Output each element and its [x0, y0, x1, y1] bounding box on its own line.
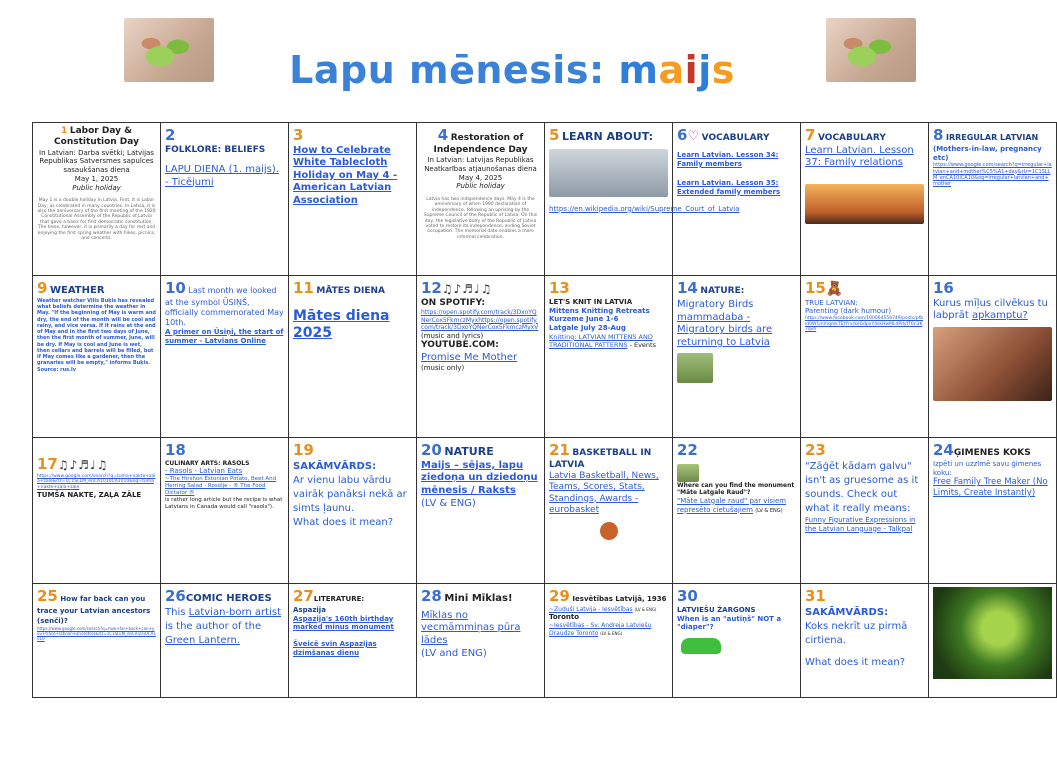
link-zudusi-latvija[interactable]: ~Zuduśi Latvija - Iesvētības: [549, 605, 633, 613]
day-cell-13: 13 LET'S KNIT IN LATVIA Mittens Knitting Retreats Kurzeme June 1-6 Latgale July 28-Aug Knitting: LATVIAN MITTENS AND TRADITIONAL PATTERNS - Events: [545, 276, 673, 438]
day-cell-22: 22 Where can you find the monument "Māte Latgale Raud"? "Māte Latgale raud" par visiem represēto cietušajiem (LV & ENG): [673, 438, 801, 584]
day-cell-16: 16 Kurus mīļus cilvēkus tu labprāt apkamptu?: [929, 276, 1057, 438]
link-lesson-35[interactable]: Learn Latvian. Lesson 35: Extended family members: [677, 178, 781, 196]
heart-icon: ♡: [687, 129, 700, 144]
day-cell-6: 6♡ VOCABULARY Learn Latvian. Lesson 34: Family members Learn Latvian. Lesson 35: Extended family members: [673, 123, 801, 276]
day-cell-20: 20 NATURE Maijs – sējas, lapu ziedoņa un dziedoņu mēnesis / Raksts (LV & ENG): [417, 438, 545, 584]
day-cell-7: 7 VOCABULARY Learn Latvian. Lesson 37: Family relations: [801, 123, 929, 276]
family-sunset-image: [805, 184, 924, 224]
link-knitting-patterns[interactable]: Knitting: LATVIAN MITTENS AND TRADITIONAL PATTERNS: [549, 332, 653, 349]
music-notes-icon: ♫♪♬♩♫: [441, 282, 493, 296]
link-sv-andreja[interactable]: ~Iesvētības - Sv. Andreja Latviešu Draudze Toronto: [549, 622, 652, 637]
day-cell-9: 9 WEATHER Weather watcher Vilis Buķis has revealed what beliefs determine the weather in May. "If the beginning of May is warm and dry, the end of the month will be cool and rainy, and vice versa. If it rains at the end of May and in the first two days of June, then the first month of summer, June, will be dry. If May is cool and June is wet, then cellars and barrels will be filled, but if May comes like a gardener, then the granaries will be empty," informs Buķis. Source: rus.lv: [33, 276, 161, 438]
link-mate-latgale[interactable]: "Māte Latgale raud" par visiem represēto cietušajiem: [677, 496, 787, 514]
day-cell-31: 31 SAKĀMVĀRDS: Koks nekrīt uz pirmā cirtiena. What does it mean?: [801, 584, 929, 698]
link-usini-primer[interactable]: A primer on Ūsiņi, the start of summer - Latvians Online: [165, 327, 284, 345]
link-apkamptu[interactable]: apkamptu?: [971, 310, 1028, 322]
day-cell-12: 12♫♪♬♩♫ ON SPOTIFY: https://open.spotify.com/track/3DxoYQNerCox5FkmczMyxhttps://open.spotify.com/track/3DxoYQNerCox5FkmczMyxV (music and lyrics) YOUTUBE.COM: Promise Me Mother (music only): [417, 276, 545, 438]
basketball-icon: [600, 522, 618, 540]
page-title: Lapu mēnesis: maijs: [289, 48, 735, 92]
day-cell-25: 25 How far back can you trace your Latvian ancestors (senči)? https://www.google.com/search?q=how+far+back+can+you+trace+latvian+ancestors&rlz=1C1SLLM_enCA1010CA1010: [33, 584, 161, 698]
link-irregular-latvian[interactable]: https://www.google.com/search?q=irregular+latvian+and+mother%C5%A1+day&rlz=1C1SLLM_enCA10ICA10&oq=irregular+latvian+and+mother: [933, 162, 1052, 187]
day-cell-photo: [929, 584, 1057, 698]
day-cell-26: 26COMIC HEROES This Latvian-born artist is the author of the Green Lantern.: [161, 584, 289, 698]
day-cell-1: 1 Labor Day & Constitution Day In Latvian: Darba svētki; Latvijas Republikas Satversmes sapulces sasaukšanas diena May 1, 2025 Public holiday May 1 is a double holiday in Latvia. First, it is Labor Day, as celebrated in many countries. In Latvia, it is also the anniversary of the first meeting of the 1920 Constitutional Assembly of the Republic of Latvia that gave a basis for first democratic constitution. The trees, however, it is primarily a day for rest and enjoying the first spring weather with hikes, picnics, and concerts.: [33, 123, 161, 276]
day-cell-2: 2 FOLKLORE: BELIEFS LAPU DIENA (1. maijs). - Ticējumi: [161, 123, 289, 276]
link-lesson-37[interactable]: Learn Latvian. Lesson 37: Family relations: [805, 144, 914, 169]
link-eurobasket[interactable]: Latvia Basketball, News, Teams, Scores, Stats, Standings, Awards - eurobasket: [549, 471, 659, 515]
day-cell-5: 5 LEARN ABOUT: https://en.wikipedia.org/wiki/Supreme_Court_of_Latvia: [545, 123, 673, 276]
link-rasols-latvian-eats[interactable]: - Rasols - Latvian Eats: [165, 467, 243, 476]
link-aspazija-sveice[interactable]: Šveicē svin Aspazijas dzimšanas dienu: [293, 640, 377, 657]
day-cell-14: 14 NATURE: Migratory Birds mammadaba - Migratory birds are returning to Latvia: [673, 276, 801, 438]
day-cell-8: 8 IRREGULAR LATVIAN (Mothers-in-law, pregnancy etc) https://www.google.com/search?q=irregular+latvian+and+mother%C5%A1+day&rlz=1C1SLLM_enCA10ICA10&oq=irregular+latvian+and+mother: [929, 123, 1057, 276]
link-lesson-34[interactable]: Learn Latvian. Lesson 34: Family members: [677, 151, 779, 168]
bear-icon: 🧸: [825, 281, 844, 297]
link-rosolje[interactable]: ~The Hirshon Estonian Potato, Beet And Herring Salad - Rosolje - ® The Food Dictator ®: [165, 476, 277, 496]
day-cell-21: 21 BASKETBALL IN LATVIA Latvia Basketball, News, Teams, Scores, Stats, Standings, Awards - eurobasket: [545, 438, 673, 584]
day-cell-30: 30 LATVIEŠU ŽARGONS When is an "autiņš" NOT a "diaper"?: [673, 584, 801, 698]
day-cell-28: 28 Mini Mīklas! Mīklas no vecmāmmiņas pūra lādes (LV and ENG): [417, 584, 545, 698]
hug-photo: [933, 327, 1052, 401]
link-true-latvian[interactable]: https://www.facebook.com/100064556749/posts/pfbid0W1mmqmkTEtYrvrkeGdpvY4skHwMLdPdyfT6n3K7qvh: [805, 316, 924, 333]
day-cell-11: 11 MĀTES DIENA Mātes diena 2025: [289, 276, 417, 438]
day-cell-4: 4 Restoration of Independence Day In Latvian: Latvijas Republikas Neatkarības atjaunošanas diena May 4, 2025 Public holiday Latvia has two independence days. May 4 is the anniversary of when 1990 declaration of independence, following an uprising by the Supreme Council of the Republic of Latvia. On this day, the legislative body of the Republic of Latvia voted to restore its independence, ending Soviet occupation. The memorial date enables a more informal celebration.: [417, 123, 545, 276]
link-supreme-court[interactable]: https://en.wikipedia.org/wiki/Supreme_Court_of_Latvia: [549, 204, 740, 213]
link-green-lantern[interactable]: Green Lantern.: [165, 634, 241, 646]
car-icon: [681, 638, 721, 654]
link-latvian-born-artist[interactable]: Latvian-born artist: [188, 606, 282, 618]
day-cell-19: 19 SAKĀMVĀRDS: Ar vienu labu vārdu vairāk panāksi nekā ar simts ļaunu. What does it mean?: [289, 438, 417, 584]
link-mates-diena[interactable]: Mātes diena 2025: [293, 307, 390, 342]
link-tumsa-nakte[interactable]: https://www.google.com/search?q=tuma+nakte+zala+zale&rlz=1C1SLLM_enCA1010CA1010&oq=tuma+nakte+zala+zale: [37, 473, 156, 490]
link-talkpal[interactable]: Funny Figurative Expressions in the Latvian Language - Talkpal: [805, 515, 916, 533]
link-promise-me-mother[interactable]: Promise Me Mother: [421, 351, 518, 363]
link-family-tree-maker[interactable]: Free Family Tree Maker (No Limits, Create Instantly): [933, 477, 1048, 498]
day-cell-15: 15🧸 TRUE LATVIAN: Parenting (dark humour) https://www.facebook.com/100064556749/posts/pfbid0W1mmqmkTEtYrvrkeGdpvY4skHwMLdPdyfT6n3K7qvh: [801, 276, 929, 438]
link-miklas[interactable]: Mīklas no vecmāmmiņas pūra lādes: [421, 609, 521, 646]
supreme-court-building-image: [549, 149, 668, 197]
link-ancestors[interactable]: https://www.google.com/search?q=how+far+back+can+you+trace+latvian+ancestors&rlz=1C1SLLM_enCA1010CA1010: [37, 625, 156, 641]
day-cell-17: 17♫♪♬♩♫ https://www.google.com/search?q=tuma+nakte+zala+zale&rlz=1C1SLLM_enCA1010CA1010&oq=tuma+nakte+zala+zale TUMŠA NAKTE, ZAĻA ZĀLE: [33, 438, 161, 584]
bird-image: [677, 353, 713, 383]
link-lapu-diena[interactable]: LAPU DIENA (1. maijs). - Ticējumi: [165, 164, 279, 188]
green-buds-photo: [933, 587, 1052, 679]
calendar-grid: [32, 122, 1057, 698]
monument-image: [677, 464, 699, 482]
day-cell-10: 10 Last month we looked at the symbol ŪSIŅŠ, officially commemorated May 10th. A primer on Ūsiņi, the start of summer - Latvians Online: [161, 276, 289, 438]
link-migratory-birds[interactable]: mammadaba - Migratory birds are returning to Latvia: [677, 311, 773, 348]
music-notes-icon: ♫♪♬♩♫: [57, 458, 109, 472]
day-cell-27: 27LITERATURE: Aspazija Aspazija's 160th birthday marked minus monument Šveicē svin Aspazijas dzimšanas dienu: [289, 584, 417, 698]
day-cell-3: 3 How to Celebrate White Tablecloth Holiday on May 4 - American Latvian Association: [289, 123, 417, 276]
link-white-tablecloth[interactable]: How to Celebrate White Tablecloth Holiday on May 4 - American Latvian Association: [293, 144, 398, 206]
link-aspazija-160[interactable]: Aspazija's 160th birthday marked minus monument: [293, 614, 394, 632]
day-cell-23: 23 "Zāģēt kādam galvu" isn't as gruesome as it sounds. Check out what it really means: Funny Figurative Expressions in the Latvian Language - Talkpal: [801, 438, 929, 584]
day-cell-18: 18 CULINARY ARTS: RASOLS - Rasols - Latvian Eats ~The Hirshon Estonian Potato, Beet And Herring Salad - Rosolje - ® The Food Dictator ® is rather long article but the recipe is what Latvians in Canada would call "rasols").: [161, 438, 289, 584]
day-cell-29: 29 Iesvētības Latvijā, 1936 ~Zuduśi Latvija - Iesvētības (LV & ENG) Toronto ~Iesvētības - Sv. Andreja Latviešu Draudze Toronto (LV & ENG): [545, 584, 673, 698]
day-cell-24: 24ĢIMENES KOKS Izpēti un uzzīmē savu ģimenes koku: Free Family Tree Maker (No Limits, Create Instantly): [929, 438, 1057, 584]
link-maijs-raksts[interactable]: Maijs – sējas, lapu ziedoņa un dziedoņu mēnesis / Raksts: [421, 459, 538, 496]
link-spotify[interactable]: https://open.spotify.com/track/3DxoYQNerCox5FkmczMyxhttps://open.spotify.com/track/3DxoYQNerCox5FkmczMyxV: [421, 309, 539, 331]
